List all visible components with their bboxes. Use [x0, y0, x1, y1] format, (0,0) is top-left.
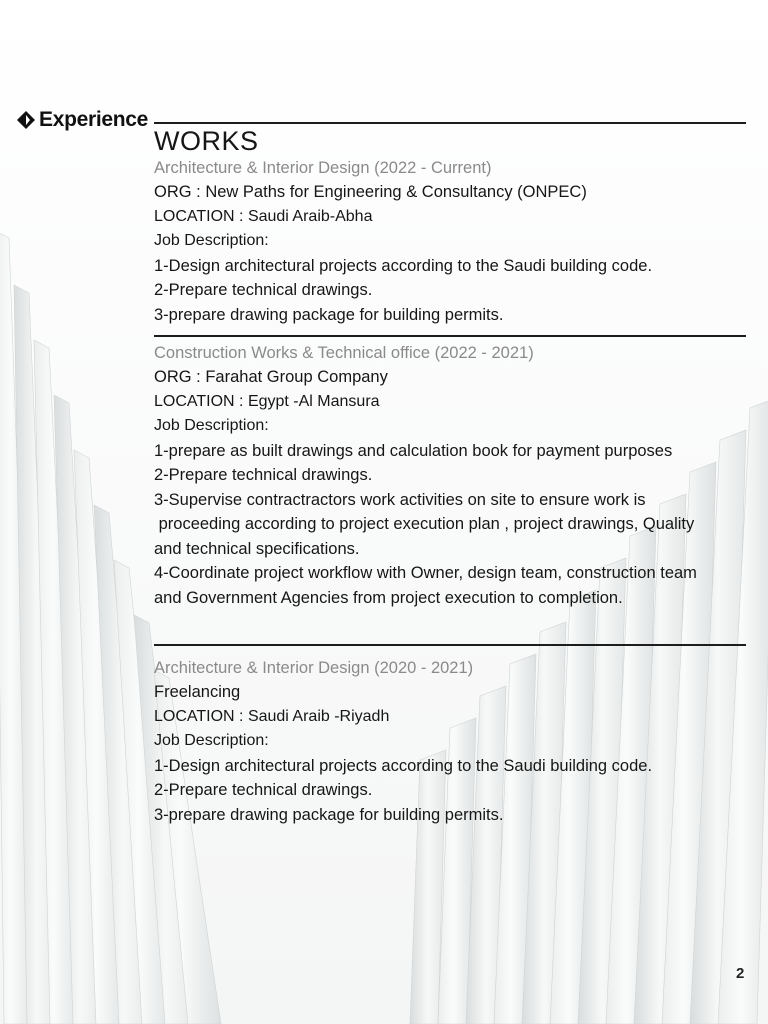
job-task: and Government Agencies from project execution to completion. — [154, 588, 623, 607]
section-label-text: Experience — [39, 108, 149, 131]
job-location: LOCATION : Saudi Araib-Abha — [154, 207, 373, 225]
job-task: 2-Prepare technical drawings. — [154, 781, 373, 799]
separator-rule — [154, 335, 746, 337]
job-entry-1 — [154, 157, 746, 327]
job-org: ORG : New Paths for Engineering & Consultancy (ONPEC) — [154, 183, 587, 201]
job-task: proceeding according to project execution plan , project drawings, Quality — [154, 515, 695, 533]
job-task: 3-Supervise contractractors work activities on site to ensure work is — [154, 490, 646, 509]
job-task: 4-Coordinate project workflow with Owner, design team, construction team — [154, 564, 697, 582]
diamond-bullet-icon — [16, 110, 36, 130]
job-task: 3-prepare drawing package for building permits. — [154, 305, 504, 324]
job-task: 1-prepare as built drawings and calculation book for payment purposes — [154, 441, 673, 460]
job-task: 1-Design architectural projects according to the Saudi building code. — [154, 256, 653, 275]
works-content — [154, 122, 746, 827]
page-number: 2 — [736, 965, 745, 982]
job-task: 3-prepare drawing package for building permits. — [154, 805, 504, 824]
job-task: 1-Design architectural projects according to the Saudi building code. — [154, 756, 653, 775]
job-title: Architecture & Interior Design (2022 - Current) — [154, 159, 492, 177]
job-location: LOCATION : Saudi Araib -Riyadh — [154, 707, 390, 725]
job-description-heading: Job Description: — [154, 417, 269, 434]
job-title: Construction Works & Technical office (2022 - 2021) — [154, 344, 534, 362]
job-entry-2 — [154, 342, 746, 610]
job-entry-3 — [154, 657, 746, 827]
works-heading: WORKS — [154, 126, 259, 156]
job-location: LOCATION : Egypt -Al Mansura — [154, 392, 380, 410]
job-org: Freelancing — [154, 683, 241, 701]
job-task: 2-Prepare technical drawings. — [154, 466, 373, 484]
job-task: 2-Prepare technical drawings. — [154, 281, 373, 299]
job-description-heading: Job Description: — [154, 732, 269, 749]
job-task: and technical specifications. — [154, 539, 360, 558]
job-title: Architecture & Interior Design (2020 - 2021) — [154, 659, 474, 677]
job-description-heading: Job Description: — [154, 232, 269, 249]
separator-rule — [154, 644, 746, 646]
job-org: ORG : Farahat Group Company — [154, 368, 388, 386]
section-label — [16, 108, 148, 132]
top-rule — [154, 122, 746, 124]
